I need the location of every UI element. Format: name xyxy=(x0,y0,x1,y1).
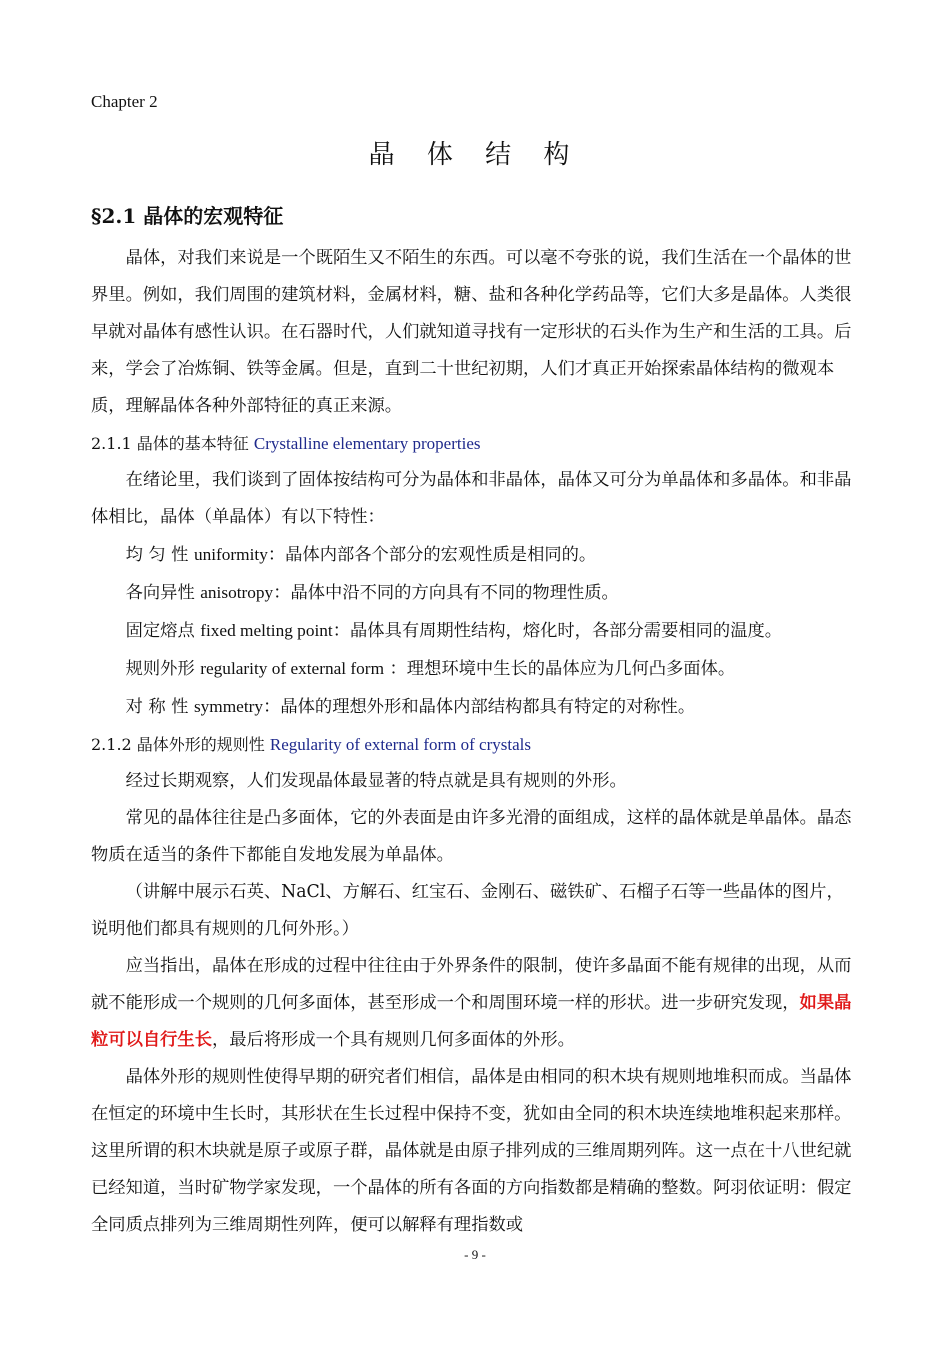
property-name: 均 匀 性 xyxy=(125,545,189,565)
property-name: 对 称 性 xyxy=(125,697,189,717)
property-desc: ：理想环境中生长的晶体应为几何凸多面体。 xyxy=(384,659,736,679)
property-item xyxy=(91,612,861,650)
subsection-2-paragraph-3: （讲解中展示石英、NaCl、方解石、红宝石、金刚石、磁铁矿、石榴子石等一些晶体的图片，说明他们都具有规则的几何外形。） xyxy=(91,882,844,939)
property-item xyxy=(91,650,861,688)
chapter-label: Chapter 2 xyxy=(91,92,158,111)
property-desc: ：晶体中沿不同的方向具有不同的物理性质。 xyxy=(273,583,619,603)
subsection-2-paragraph-4 xyxy=(91,948,861,1059)
subsection-heading-2 xyxy=(91,726,861,763)
property-name: 固定熔点 xyxy=(125,621,195,641)
page-number: - 9 - xyxy=(464,1247,486,1262)
section-title: §2.1 晶体的宏观特征 xyxy=(91,204,284,228)
chapter-title: 晶 体 结 构 xyxy=(368,140,582,170)
subsection-1-title-en: Crystalline elementary properties xyxy=(253,434,481,453)
subsection-2-number: 2.1.2 晶体外形的规则性 xyxy=(91,735,265,754)
property-desc: ：晶体的理想外形和晶体内部结构都具有特定的对称性。 xyxy=(263,697,696,717)
property-en: fixed melting point xyxy=(200,621,333,640)
subsection-2-title-en: Regularity of external form of crystals xyxy=(269,735,531,754)
subsection-2-paragraph-1: 经过长期观察，人们发现晶体最显著的特点就是具有规则的外形。 xyxy=(125,771,627,791)
property-desc: ：晶体内部各个部分的宏观性质是相同的。 xyxy=(267,545,597,565)
property-desc: ：晶体具有周期性结构，熔化时，各部分需要相同的温度。 xyxy=(332,621,783,641)
paragraph-4-text-before: 应当指出，晶体在形成的过程中往往由于外界条件的限制，使许多晶面不能有规律的出现，从而就不能形成一个规则的几何多面体，甚至形成一个和周围环境一样的形状。进一步研究发现， xyxy=(91,956,852,1013)
property-item xyxy=(91,536,861,574)
property-en: symmetry xyxy=(193,697,264,716)
subsection-1-paragraph: 在绪论里，我们谈到了固体按结构可分为晶体和非晶体，晶体又可分为单晶体和多晶体。和非晶体相比，晶体（单晶体）有以下特性： xyxy=(91,470,852,527)
subsection-heading-1 xyxy=(91,425,861,462)
property-en: anisotropy xyxy=(200,583,274,602)
intro-paragraph: 晶体，对我们来说是一个既陌生又不陌生的东西。可以毫不夸张的说，我们生活在一个晶体的世界里。例如，我们周围的建筑材料，金属材料，糖、盐和各种化学药品等，它们大多是晶体。人类很早就对晶体有感性认识。在石器时代，人们就知道寻找有一定形状的石头作为生产和生活的工具。后来，学会了冶炼铜、铁等金属。但是，直到二十世纪初期，人们才真正开始探索晶体结构的微观本质，理解晶体各种外部特征的真正来源。 xyxy=(91,248,852,416)
property-en: regularity of external form xyxy=(200,659,385,678)
property-name: 各向异性 xyxy=(125,583,195,603)
property-item xyxy=(91,688,861,726)
paragraph-4-text-after: ，最后将形成一个具有规则几何多面体的外形。 xyxy=(211,1030,575,1050)
property-en: uniformity xyxy=(193,545,268,564)
subsection-1-number: 2.1.1 晶体的基本特征 xyxy=(91,434,249,453)
property-name: 规则外形 xyxy=(125,659,195,679)
body-content xyxy=(91,240,861,1244)
property-item xyxy=(91,574,861,612)
subsection-2-paragraph-5: 晶体外形的规则性使得早期的研究者们相信，晶体是由相同的积木块有规则地堆积而成。当晶体在恒定的环境中生长时，其形状在生长过程中保持不变，犹如由全同的积木块连续地堆积起来那样。这里所谓的积木块就是原子或原子群，晶体就是由原子排列成的三维周期列阵。这一点在十八世纪就已经知道，当时矿物学家发现，一个晶体的所有各面的方向指数都是精确的整数。阿羽依证明：假定全同质点排列为三维周期性列阵，便可以解释有理指数或 xyxy=(91,1067,852,1235)
highlighted-phrase: 如果晶粒可以自行生长 xyxy=(91,993,852,1050)
subsection-2-paragraph-2: 常见的晶体往往是凸多面体，它的外表面是由许多光滑的面组成，这样的晶体就是单晶体。晶态物质在适当的条件下都能自发地发展为单晶体。 xyxy=(91,808,852,865)
